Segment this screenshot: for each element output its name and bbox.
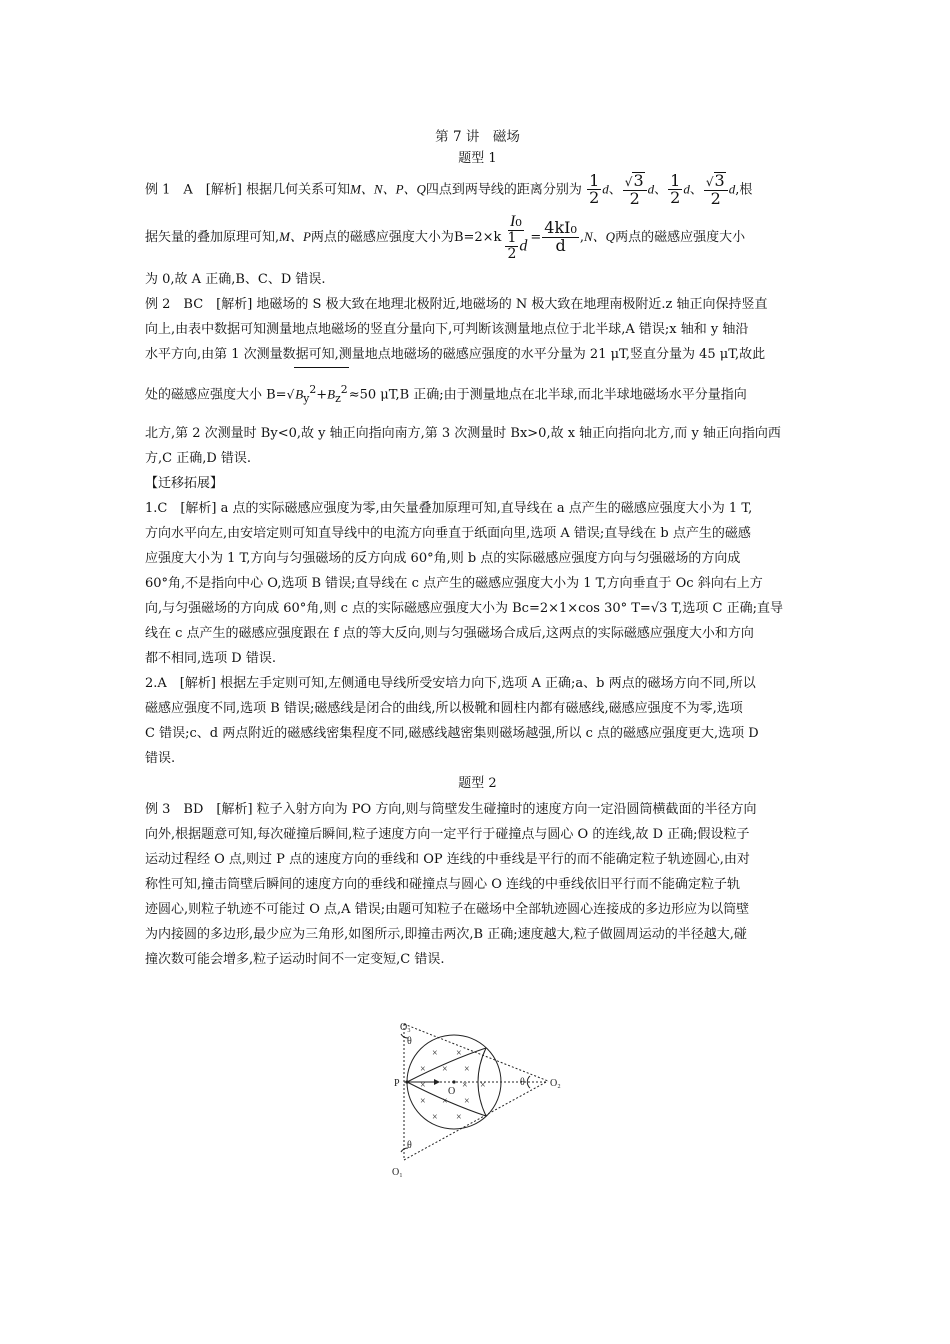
cross-mark: ×	[464, 1064, 470, 1075]
ext-2-line: 错误.	[145, 750, 176, 766]
triangle-side-bottom	[404, 1081, 548, 1160]
cross-mark: ×	[442, 1096, 448, 1107]
example-2-line-5: 北方,第 2 次测量时 By<0,故 y 轴正向指向南方,第 3 次测量时 Bx>0,故 x 轴正向指向北方,而 y 轴正向指向西	[145, 425, 781, 441]
extension-heading: 【迁移拓展】	[145, 475, 224, 491]
center-dot	[452, 1080, 455, 1083]
cross-mark: ×	[432, 1112, 438, 1123]
label-o2: O₂	[550, 1078, 561, 1089]
ext-1-line: 线在 c 点产生的磁感应强度跟在 f 点的等大反向,则与匀强磁场合成后,这两点的实际磁感应强度大小和方向	[145, 625, 754, 641]
example-3-line: 撞次数可能会增多,粒子运动时间不一定变短,C 错误.	[145, 951, 445, 967]
ext-2-line: 磁感应强度不同,选项 B 错误;磁感线是闭合的曲线,所以极靴和圆柱内都有磁感线,磁感应强度不为零,选项	[145, 700, 743, 716]
entry-dot	[405, 1080, 408, 1083]
ext-1-line: 1.C [解析] a 点的实际磁感应强度为零,由矢量叠加原理可知,直导线在 a 点产生的磁感应强度大小为 1 T,	[145, 500, 753, 516]
ext-1-line: 都不相同,选项 D 错误.	[145, 650, 276, 666]
label-o1: O₁	[392, 1167, 403, 1178]
example-3-line: 例 3 BD [解析] 粒子入射方向为 PO 方向,则与筒壁发生碰撞时的速度方向一定沿圆筒横截面的半径方向	[145, 801, 757, 817]
label-o: O	[448, 1086, 456, 1097]
cross-mark: ×	[432, 1048, 438, 1059]
example-3-line: 向外,根据题意可知,每次碰撞后瞬间,粒子速度方向一定平行于碰撞点与圆心 O 的连线,故 D 正确;假设粒子	[145, 826, 750, 842]
example-1-line-2: 据矢量的叠加原理可知,M、P两点的磁感应强度大小为B=2×k I₀ $\frac{1}{2}$ d = $\frac{\text{4kI₀}}{d}$ ,N、Q两点的磁感应强度大小	[145, 210, 746, 262]
cross-mark: ×	[420, 1080, 426, 1091]
example-1-line-1: 例 1 A [解析] 根据几何关系可知M、N、P、Q四点到两导线的距离分别为 $\frac{1}{2}$ d、 $\frac{√3}{2}$ d、 $\frac{1}{2}$ d、 $\frac{√3}{2}$ d,根	[145, 170, 753, 208]
ext-1-line: 向,与匀强磁场的方向成 60°角,则 c 点的实际磁感应强度大小为 Bc=2×1×cos 30° T=√3 T,选项 C 正确;直导	[145, 600, 783, 616]
example-3-line: 运动过程经 O 点,则过 P 点的速度方向的垂线和 OP 连线的中垂线是平行的而不能确定粒子轨迹圆心,由对	[145, 851, 750, 867]
cross-mark: ×	[442, 1064, 448, 1075]
cross-mark: ×	[456, 1112, 462, 1123]
example-3-line: 为内接圆的多边形,最少应为三角形,如图所示,即撞击两次,B 正确;速度越大,粒子做圆周运动的半径越大,碰	[145, 926, 747, 942]
label-o3: O₃	[400, 1022, 411, 1033]
formula-fraction: I₀ $\frac{1}{2}$ d	[507, 210, 528, 262]
sqrt-expression: $B_y^2+B_z^2$	[294, 367, 348, 421]
label-theta-top: θ	[407, 1036, 412, 1047]
example-3-line: 称性可知,撞击筒壁后瞬间的速度方向的垂线和碰撞点与圆心 O 连线的中垂线依旧平行而不能确定粒子轨	[145, 876, 741, 892]
label-theta-bottom: θ	[407, 1140, 412, 1151]
page-title: 第 7 讲 磁场	[435, 129, 520, 145]
fraction-sqrt3-half: $\frac{√3}{2}$	[623, 172, 647, 208]
fraction-half: $\frac{1}{2}$	[589, 170, 600, 208]
cross-mark: ×	[456, 1048, 462, 1059]
ext-1-line: 方向水平向左,由安培定则可知直导线中的电流方向垂直于纸面向里,选项 A 错误;直导线在 b 点产生的磁感	[145, 525, 751, 541]
example-2-line-4: 处的磁感应强度大小 $B=√B_y^2+B_z^2\approx 50$ μT,B 正确;由于测量地点在北半球,而北半球地磁场水平分量指向	[145, 367, 810, 421]
example-1-line-3: 为 0,故 A 正确,B、C、D 错误.	[145, 271, 326, 287]
trajectory-figure	[390, 1020, 570, 1180]
ext-1-line: 应强度大小为 1 T,方向与匀强磁场的反方向成 60°角,则 b 点的实际磁感应强度方向与匀强磁场的方向成	[145, 550, 741, 566]
ext-2-line: C 错误;c、d 两点附近的磁感线密集程度不同,磁感线越密集则磁场越强,所以 c 点的磁感应强度更大,选项 D	[145, 725, 759, 741]
cross-mark: ×	[420, 1096, 426, 1107]
cross-mark: ×	[480, 1080, 486, 1091]
cross-mark: ×	[462, 1080, 468, 1091]
label-theta-right: θ	[520, 1077, 525, 1088]
arrow-head	[434, 1079, 440, 1085]
cross-mark: ×	[420, 1064, 426, 1075]
ext-2-line: 2.A [解析] 根据左手定则可知,左侧通电导线所受安培力向下,选项 A 正确;a、b 两点的磁场方向不同,所以	[145, 675, 756, 691]
example-2-line-6: 方,C 正确,D 错误.	[145, 450, 252, 466]
example-2-line-2: 向上,由表中数据可知测量地点地磁场的竖直分量向下,可判断该测量地点位于北半球,A 错误;x 轴和 y 轴沿	[145, 321, 749, 337]
document-page	[145, 126, 810, 972]
example-2-line-3: 水平方向,由第 1 次测量数据可知,测量地点地磁场的磁感应强度的水平分量为 21 μT,竖直分量为 45 μT,故此	[145, 346, 766, 362]
section-heading-1: 题型 1	[458, 151, 497, 166]
label-p: P	[394, 1078, 400, 1089]
cross-mark: ×	[464, 1096, 470, 1107]
ext-1-line: 60°角,不是指向中心 O,选项 B 错误;直导线在 c 点产生的磁感应强度大小为 1 T,方向垂直于 Oc 斜向右上方	[145, 575, 763, 591]
section-heading-2: 题型 2	[458, 775, 497, 791]
example-2-line-1: 例 2 BC [解析] 地磁场的 S 极大致在地理北极附近,地磁场的 N 极大致在地理南极附近.z 轴正向保持竖直	[145, 296, 768, 312]
example-3-line: 迹圆心,则粒子轨迹不可能过 O 点,A 错误;由题可知粒子在磁场中全部轨迹圆心连接成的多边形应为以筒壁	[145, 901, 750, 917]
